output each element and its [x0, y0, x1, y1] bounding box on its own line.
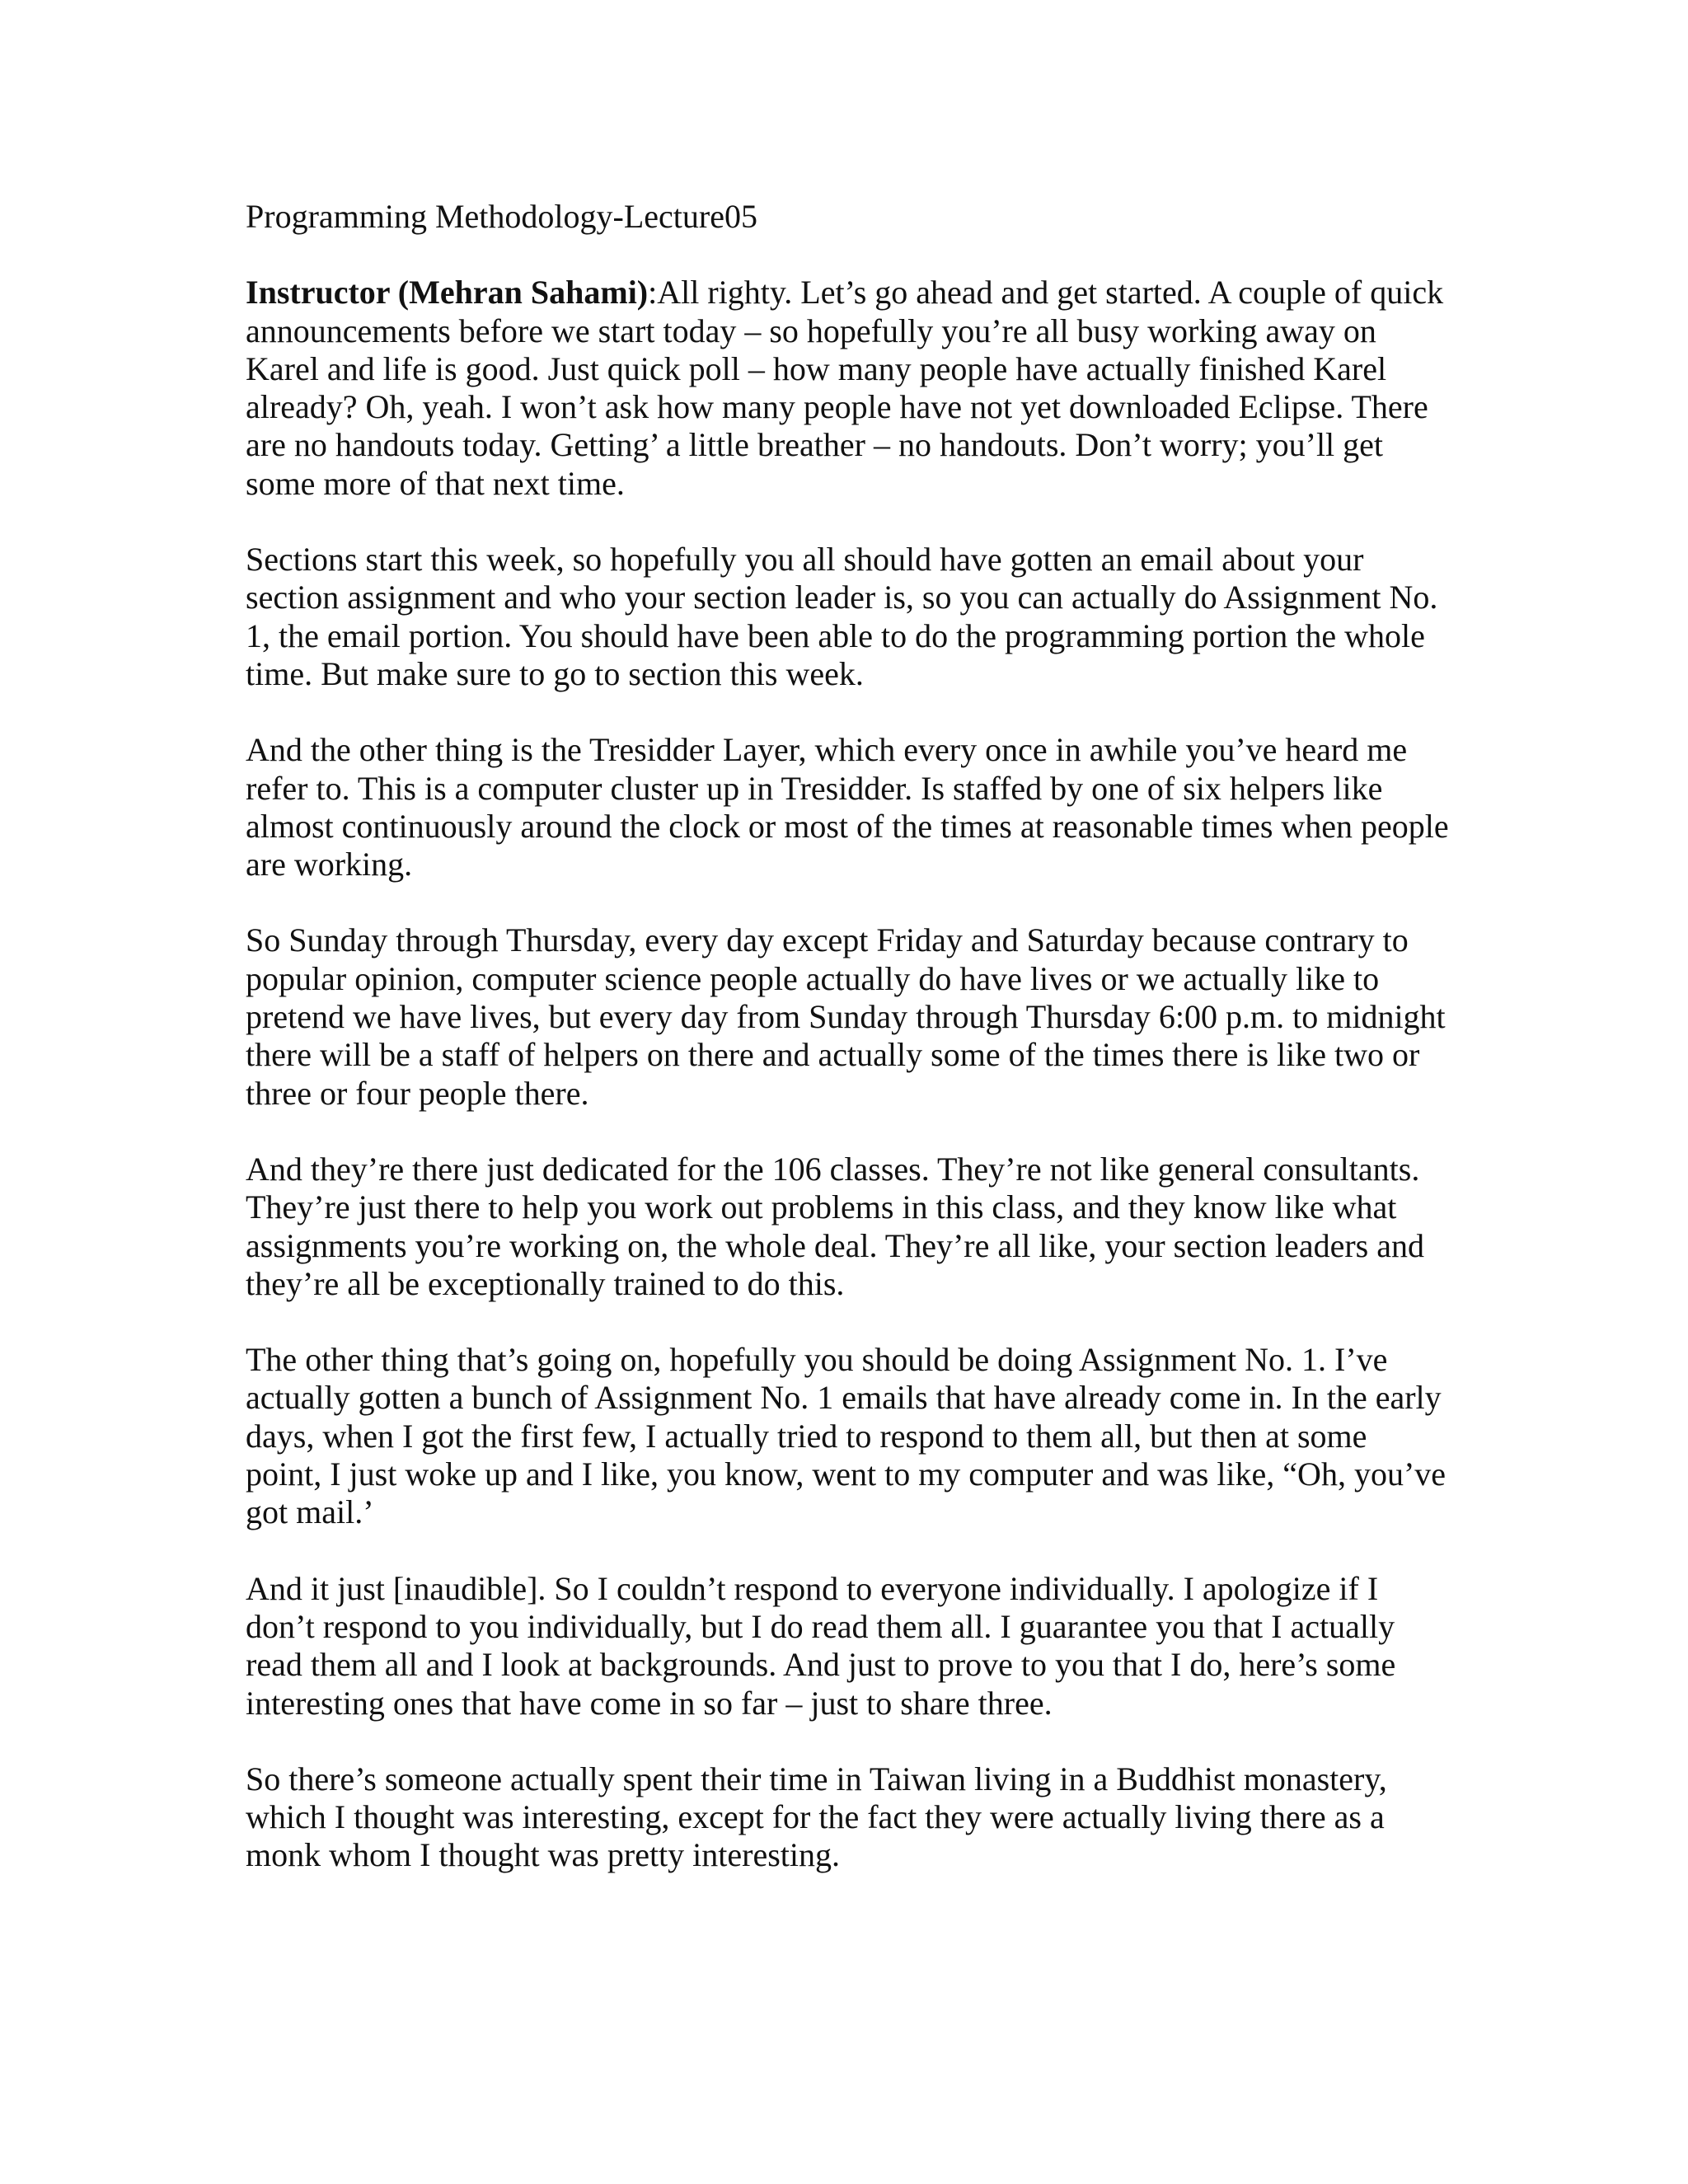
paragraph-5: And they’re there just dedicated for the 106 classes. They’re not like general consultants. They’re just there to help you work out problems in this class, and they know like what assignments you’re working on, the whole deal. They’re all like, your section leaders and they’re all be exceptionally trained to do this. — [246, 1150, 1424, 1302]
document-body — [246, 198, 1449, 1913]
paragraph-1 — [246, 274, 1449, 503]
paragraph-7: And it just [inaudible]. So I couldn’t respond to everyone individually. I apologize if I don’t respond to you individually, but I do read them all. I guarantee you that I actually read them all and I look at backgrounds. And just to prove to you that I do, here’s some interesting ones that have come in so far – just to share three. — [246, 1569, 1396, 1722]
paragraph-4: So Sunday through Thursday, every day except Friday and Saturday because contrary to popular opinion, computer science people actually do have lives or we actually like to pretend we have lives, but every day from Sunday through Thursday 6:00 p.m. to midnight there will be a staff of helpers on there and actually some of the times there is like two or three or four people there. — [246, 921, 1446, 1112]
document-title: Programming Methodology-Lecture05 — [246, 198, 757, 235]
paragraph-6: The other thing that’s going on, hopefully you should be doing Assignment No. 1. I’ve actually gotten a bunch of Assignment No. 1 emails that have already come in. In the early days, when I got the first few, I actually tried to respond to them all, but then at some point, I just woke up and I like, you know, went to my computer and was like, “Oh, you’ve got mail.’ — [246, 1341, 1447, 1531]
speaker-label: Instructor (Mehran Sahami) — [246, 274, 649, 312]
paragraph-3: And the other thing is the Tresidder Layer, which every once in awhile you’ve heard me refer to. This is a computer cluster up in Tresidder. Is staffed by one of six helpers like almost continuously around the clock or most of the times at reasonable times when people are working. — [246, 731, 1449, 883]
paragraph-8: So there’s someone actually spent their time in Taiwan living in a Buddhist monastery, which I thought was interesting, except for the fact they were actually living there as a monk whom I thought was pretty interesting. — [246, 1760, 1387, 1874]
paragraph-1-text: :All righty. Let’s go ahead and get started. A couple of quick announcements before we start today – so hopefully you’re all busy working away on Karel and life is good. Just quick poll – how many people have actually finished Karel already? Oh, yeah. I won’t ask how many people have not yet downloaded Eclipse. There are no handouts today. Getting’ a little breather – no handouts. Don’t worry; you’ll get some more of that next time. — [246, 274, 1444, 502]
paragraph-2: Sections start this week, so hopefully you all should have gotten an email about your section assignment and who your section leader is, so you can actually do Assignment No. 1, the email portion. You should have been able to do the programming portion the whole time. But make sure to go to section this week. — [246, 541, 1438, 692]
